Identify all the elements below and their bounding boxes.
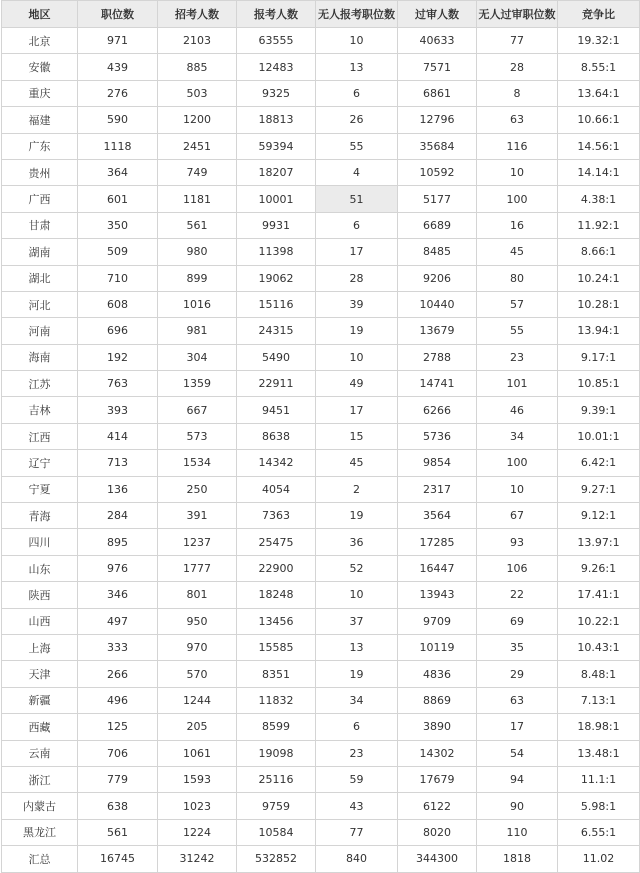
positions-cell: 136 <box>78 476 158 502</box>
positions-cell: 1118 <box>78 133 158 159</box>
no-approved-positions-cell: 77 <box>477 28 558 54</box>
table-row <box>2 582 640 608</box>
table-row <box>2 291 640 317</box>
no-approved-positions-cell: 93 <box>477 529 558 555</box>
no-approved-positions-cell: 46 <box>477 397 558 423</box>
region-cell: 新疆 <box>2 687 78 713</box>
no-applicant-positions-cell: 4 <box>316 159 398 185</box>
positions-cell: 509 <box>78 239 158 265</box>
approved-applicants-cell: 2788 <box>398 344 477 370</box>
table-row <box>2 740 640 766</box>
no-approved-positions-cell: 116 <box>477 133 558 159</box>
region-cell: 内蒙古 <box>2 793 78 819</box>
no-applicant-positions-cell: 6 <box>316 212 398 238</box>
positions-cell: 284 <box>78 503 158 529</box>
applicants-cell: 59394 <box>237 133 316 159</box>
table-row <box>2 397 640 423</box>
positions-cell: 346 <box>78 582 158 608</box>
recruits-cell: 2103 <box>158 28 237 54</box>
table-row <box>2 28 640 54</box>
table-row <box>2 714 640 740</box>
applicants-cell: 9931 <box>237 212 316 238</box>
table-row <box>2 687 640 713</box>
no-approved-positions-cell: 106 <box>477 555 558 581</box>
no-approved-positions-cell: 80 <box>477 265 558 291</box>
recruits-cell: 1244 <box>158 687 237 713</box>
region-cell: 浙江 <box>2 766 78 792</box>
no-approved-positions-cell: 28 <box>477 54 558 80</box>
region-cell: 海南 <box>2 344 78 370</box>
no-applicant-positions-cell: 15 <box>316 423 398 449</box>
no-approved-positions-cell: 110 <box>477 819 558 845</box>
recruits-cell: 1777 <box>158 555 237 581</box>
table-header-row <box>2 1 640 28</box>
positions-header: 职位数 <box>78 1 158 28</box>
no-approved-positions-cell: 100 <box>477 450 558 476</box>
applicants-cell: 24315 <box>237 318 316 344</box>
competition-ratio-cell: 10.01:1 <box>558 423 640 449</box>
competition-ratio-cell: 9.27:1 <box>558 476 640 502</box>
recruits-cell: 801 <box>158 582 237 608</box>
table-row <box>2 80 640 106</box>
applicants-cell: 11398 <box>237 239 316 265</box>
applicants-cell: 10001 <box>237 186 316 212</box>
recruits-cell: 573 <box>158 423 237 449</box>
positions-cell: 192 <box>78 344 158 370</box>
no-applicant-positions-cell: 10 <box>316 344 398 370</box>
applicants-cell: 9451 <box>237 397 316 423</box>
recruits-cell: 1200 <box>158 107 237 133</box>
approved-applicants-cell: 8020 <box>398 819 477 845</box>
region-cell: 吉林 <box>2 397 78 423</box>
region-cell: 山西 <box>2 608 78 634</box>
table-row <box>2 186 640 212</box>
positions-cell: 710 <box>78 265 158 291</box>
table-row <box>2 265 640 291</box>
competition-ratio-cell: 10.24:1 <box>558 265 640 291</box>
no-applicant-positions-cell: 19 <box>316 503 398 529</box>
applicants-cell: 13456 <box>237 608 316 634</box>
competition-ratio-cell: 17.41:1 <box>558 582 640 608</box>
no-applicant-positions-cell: 13 <box>316 54 398 80</box>
table-row <box>2 344 640 370</box>
no-applicant-positions-cell: 13 <box>316 634 398 660</box>
approved-applicants-cell: 6122 <box>398 793 477 819</box>
table-row <box>2 371 640 397</box>
positions-cell: 350 <box>78 212 158 238</box>
applicants-cell: 15116 <box>237 291 316 317</box>
table-row <box>2 634 640 660</box>
no-applicant-positions-cell: 2 <box>316 476 398 502</box>
table-row <box>2 529 640 555</box>
region-cell: 河南 <box>2 318 78 344</box>
positions-cell: 393 <box>78 397 158 423</box>
no-applicant-positions-cell: 43 <box>316 793 398 819</box>
no-applicant-positions-cell: 49 <box>316 371 398 397</box>
no-approved-positions-cell: 17 <box>477 714 558 740</box>
region-cell: 山东 <box>2 555 78 581</box>
competition-ratio-cell: 9.39:1 <box>558 397 640 423</box>
positions-cell: 497 <box>78 608 158 634</box>
table-row <box>2 107 640 133</box>
no-approved-positions-cell: 16 <box>477 212 558 238</box>
positions-cell: 696 <box>78 318 158 344</box>
region-cell: 甘肃 <box>2 212 78 238</box>
no-approved-positions-cell: 45 <box>477 239 558 265</box>
no-approved-positions-cell: 23 <box>477 344 558 370</box>
no-applicant-positions-cell: 23 <box>316 740 398 766</box>
positions-cell: 561 <box>78 819 158 845</box>
no-applicant-positions-cell: 37 <box>316 608 398 634</box>
competition-ratio-cell: 6.42:1 <box>558 450 640 476</box>
recruits-cell: 31242 <box>158 846 237 872</box>
no-approved-positions-cell: 101 <box>477 371 558 397</box>
approved-applicants-cell: 9854 <box>398 450 477 476</box>
no-approved-positions-cell: 10 <box>477 476 558 502</box>
table-row <box>2 239 640 265</box>
total-row <box>2 846 640 872</box>
applicants-cell: 25475 <box>237 529 316 555</box>
recruits-cell: 570 <box>158 661 237 687</box>
positions-cell: 125 <box>78 714 158 740</box>
no-applicant-positions-cell: 51 <box>316 186 398 212</box>
approved-applicants-cell: 8485 <box>398 239 477 265</box>
no-applicant-positions-cell: 59 <box>316 766 398 792</box>
approved-applicants-cell: 7571 <box>398 54 477 80</box>
no-applicant-positions-cell: 52 <box>316 555 398 581</box>
applicants-header: 报考人数 <box>237 1 316 28</box>
region-cell: 汇总 <box>2 846 78 872</box>
no-applicant-positions-cell: 36 <box>316 529 398 555</box>
region-cell: 四川 <box>2 529 78 555</box>
no-applicant-positions-cell: 28 <box>316 265 398 291</box>
applicants-cell: 22911 <box>237 371 316 397</box>
table-row <box>2 133 640 159</box>
recruits-cell: 667 <box>158 397 237 423</box>
no-approved-positions-cell: 8 <box>477 80 558 106</box>
recruits-cell: 749 <box>158 159 237 185</box>
positions-cell: 706 <box>78 740 158 766</box>
region-cell: 上海 <box>2 634 78 660</box>
region-cell: 福建 <box>2 107 78 133</box>
competition-ratio-cell: 10.22:1 <box>558 608 640 634</box>
competition-ratio-cell: 10.43:1 <box>558 634 640 660</box>
competition-ratio-cell: 11.1:1 <box>558 766 640 792</box>
competition-ratio-cell: 9.12:1 <box>558 503 640 529</box>
table-row <box>2 819 640 845</box>
recruits-cell: 981 <box>158 318 237 344</box>
competition-ratio-cell: 4.38:1 <box>558 186 640 212</box>
recruits-cell: 304 <box>158 344 237 370</box>
region-cell: 江苏 <box>2 371 78 397</box>
table-row <box>2 555 640 581</box>
positions-cell: 713 <box>78 450 158 476</box>
applicants-cell: 8638 <box>237 423 316 449</box>
no-approved-positions-cell: 22 <box>477 582 558 608</box>
no-applicant-positions-cell: 6 <box>316 80 398 106</box>
competition-ratio-cell: 10.66:1 <box>558 107 640 133</box>
region-cell: 宁夏 <box>2 476 78 502</box>
region-cell: 河北 <box>2 291 78 317</box>
no-approved-positions-cell: 55 <box>477 318 558 344</box>
table-row <box>2 766 640 792</box>
applicants-cell: 18813 <box>237 107 316 133</box>
positions-cell: 266 <box>78 661 158 687</box>
competition-ratio-cell: 8.55:1 <box>558 54 640 80</box>
no-applicant-positions-cell: 17 <box>316 397 398 423</box>
competition-ratio-cell: 10.85:1 <box>558 371 640 397</box>
competition-ratio-cell: 13.94:1 <box>558 318 640 344</box>
no-approved-positions-cell: 35 <box>477 634 558 660</box>
table-row <box>2 476 640 502</box>
table-row <box>2 503 640 529</box>
competition-ratio-cell: 11.92:1 <box>558 212 640 238</box>
positions-cell: 638 <box>78 793 158 819</box>
no-approved-positions-cell: 1818 <box>477 846 558 872</box>
approved-applicants-header: 过审人数 <box>398 1 477 28</box>
table-row <box>2 608 640 634</box>
recruits-cell: 1061 <box>158 740 237 766</box>
applicants-cell: 8599 <box>237 714 316 740</box>
applicants-cell: 18248 <box>237 582 316 608</box>
applicants-cell: 22900 <box>237 555 316 581</box>
region-cell: 青海 <box>2 503 78 529</box>
recruits-cell: 561 <box>158 212 237 238</box>
no-approved-positions-cell: 34 <box>477 423 558 449</box>
no-applicant-positions-cell: 840 <box>316 846 398 872</box>
region-cell: 贵州 <box>2 159 78 185</box>
approved-applicants-cell: 3564 <box>398 503 477 529</box>
competition-ratio-cell: 13.48:1 <box>558 740 640 766</box>
applicants-cell: 63555 <box>237 28 316 54</box>
recruits-cell: 1534 <box>158 450 237 476</box>
competition-ratio-cell: 9.26:1 <box>558 555 640 581</box>
approved-applicants-cell: 10440 <box>398 291 477 317</box>
positions-cell: 439 <box>78 54 158 80</box>
region-cell: 安徽 <box>2 54 78 80</box>
approved-applicants-cell: 14302 <box>398 740 477 766</box>
recruits-cell: 1023 <box>158 793 237 819</box>
approved-applicants-cell: 10119 <box>398 634 477 660</box>
competition-ratio-cell: 6.55:1 <box>558 819 640 845</box>
recruits-cell: 205 <box>158 714 237 740</box>
positions-cell: 779 <box>78 766 158 792</box>
competition-ratio-cell: 7.13:1 <box>558 687 640 713</box>
recruits-cell: 250 <box>158 476 237 502</box>
region-cell: 西藏 <box>2 714 78 740</box>
exam-statistics-table <box>1 0 640 873</box>
positions-cell: 414 <box>78 423 158 449</box>
approved-applicants-cell: 3890 <box>398 714 477 740</box>
applicants-cell: 14342 <box>237 450 316 476</box>
recruits-cell: 1237 <box>158 529 237 555</box>
approved-applicants-cell: 16447 <box>398 555 477 581</box>
positions-cell: 895 <box>78 529 158 555</box>
recruits-cell: 1593 <box>158 766 237 792</box>
approved-applicants-cell: 8869 <box>398 687 477 713</box>
no-applicant-positions-header: 无人报考职位数 <box>316 1 398 28</box>
approved-applicants-cell: 40633 <box>398 28 477 54</box>
recruits-cell: 1359 <box>158 371 237 397</box>
table-row <box>2 661 640 687</box>
applicants-cell: 12483 <box>237 54 316 80</box>
region-cell: 江西 <box>2 423 78 449</box>
no-applicant-positions-cell: 17 <box>316 239 398 265</box>
positions-cell: 971 <box>78 28 158 54</box>
approved-applicants-cell: 6861 <box>398 80 477 106</box>
competition-ratio-cell: 13.97:1 <box>558 529 640 555</box>
region-cell: 重庆 <box>2 80 78 106</box>
applicants-cell: 5490 <box>237 344 316 370</box>
table-row <box>2 423 640 449</box>
recruits-cell: 2451 <box>158 133 237 159</box>
approved-applicants-cell: 9709 <box>398 608 477 634</box>
table-body <box>2 28 640 873</box>
no-applicant-positions-cell: 10 <box>316 582 398 608</box>
approved-applicants-cell: 13943 <box>398 582 477 608</box>
region-cell: 广西 <box>2 186 78 212</box>
recruits-cell: 970 <box>158 634 237 660</box>
no-applicant-positions-cell: 34 <box>316 687 398 713</box>
applicants-cell: 11832 <box>237 687 316 713</box>
applicants-cell: 4054 <box>237 476 316 502</box>
recruits-cell: 980 <box>158 239 237 265</box>
positions-cell: 496 <box>78 687 158 713</box>
competition-ratio-cell: 10.28:1 <box>558 291 640 317</box>
recruits-cell: 885 <box>158 54 237 80</box>
no-applicant-positions-cell: 19 <box>316 318 398 344</box>
approved-applicants-cell: 6266 <box>398 397 477 423</box>
region-cell: 湖南 <box>2 239 78 265</box>
competition-ratio-cell: 5.98:1 <box>558 793 640 819</box>
positions-cell: 16745 <box>78 846 158 872</box>
approved-applicants-cell: 2317 <box>398 476 477 502</box>
positions-cell: 608 <box>78 291 158 317</box>
competition-ratio-cell: 11.02 <box>558 846 640 872</box>
table-row <box>2 318 640 344</box>
recruits-cell: 1016 <box>158 291 237 317</box>
no-applicant-positions-cell: 39 <box>316 291 398 317</box>
no-approved-positions-cell: 100 <box>477 186 558 212</box>
no-approved-positions-cell: 67 <box>477 503 558 529</box>
approved-applicants-cell: 12796 <box>398 107 477 133</box>
table-row <box>2 54 640 80</box>
recruits-cell: 899 <box>158 265 237 291</box>
region-header: 地区 <box>2 1 78 28</box>
no-applicant-positions-cell: 6 <box>316 714 398 740</box>
applicants-cell: 7363 <box>237 503 316 529</box>
applicants-cell: 532852 <box>237 846 316 872</box>
recruits-cell: 950 <box>158 608 237 634</box>
approved-applicants-cell: 10592 <box>398 159 477 185</box>
table-row <box>2 793 640 819</box>
competition-ratio-cell: 19.32:1 <box>558 28 640 54</box>
no-approved-positions-cell: 29 <box>477 661 558 687</box>
approved-applicants-cell: 5177 <box>398 186 477 212</box>
applicants-cell: 9759 <box>237 793 316 819</box>
approved-applicants-cell: 4836 <box>398 661 477 687</box>
positions-cell: 601 <box>78 186 158 212</box>
recruits-cell: 1224 <box>158 819 237 845</box>
no-applicant-positions-cell: 26 <box>316 107 398 133</box>
competition-ratio-header: 竞争比 <box>558 1 640 28</box>
approved-applicants-cell: 14741 <box>398 371 477 397</box>
no-approved-positions-cell: 10 <box>477 159 558 185</box>
approved-applicants-cell: 344300 <box>398 846 477 872</box>
competition-ratio-cell: 18.98:1 <box>558 714 640 740</box>
no-approved-positions-header: 无人过审职位数 <box>477 1 558 28</box>
approved-applicants-cell: 13679 <box>398 318 477 344</box>
applicants-cell: 18207 <box>237 159 316 185</box>
no-approved-positions-cell: 90 <box>477 793 558 819</box>
applicants-cell: 8351 <box>237 661 316 687</box>
applicants-cell: 15585 <box>237 634 316 660</box>
applicants-cell: 19062 <box>237 265 316 291</box>
positions-cell: 976 <box>78 555 158 581</box>
approved-applicants-cell: 17285 <box>398 529 477 555</box>
region-cell: 黑龙江 <box>2 819 78 845</box>
competition-ratio-cell: 14.56:1 <box>558 133 640 159</box>
competition-ratio-cell: 13.64:1 <box>558 80 640 106</box>
positions-cell: 333 <box>78 634 158 660</box>
recruits-header: 招考人数 <box>158 1 237 28</box>
competition-ratio-cell: 14.14:1 <box>558 159 640 185</box>
recruits-cell: 1181 <box>158 186 237 212</box>
positions-cell: 276 <box>78 80 158 106</box>
no-approved-positions-cell: 63 <box>477 107 558 133</box>
recruits-cell: 503 <box>158 80 237 106</box>
applicants-cell: 25116 <box>237 766 316 792</box>
no-applicant-positions-cell: 10 <box>316 28 398 54</box>
positions-cell: 763 <box>78 371 158 397</box>
region-cell: 云南 <box>2 740 78 766</box>
approved-applicants-cell: 9206 <box>398 265 477 291</box>
table-row <box>2 450 640 476</box>
applicants-cell: 9325 <box>237 80 316 106</box>
table-row <box>2 159 640 185</box>
recruits-cell: 391 <box>158 503 237 529</box>
no-applicant-positions-cell: 19 <box>316 661 398 687</box>
positions-cell: 364 <box>78 159 158 185</box>
approved-applicants-cell: 6689 <box>398 212 477 238</box>
no-applicant-positions-cell: 55 <box>316 133 398 159</box>
approved-applicants-cell: 5736 <box>398 423 477 449</box>
no-applicant-positions-cell: 77 <box>316 819 398 845</box>
competition-ratio-cell: 8.66:1 <box>558 239 640 265</box>
region-cell: 陕西 <box>2 582 78 608</box>
table-row <box>2 212 640 238</box>
approved-applicants-cell: 17679 <box>398 766 477 792</box>
competition-ratio-cell: 9.17:1 <box>558 344 640 370</box>
positions-cell: 590 <box>78 107 158 133</box>
region-cell: 北京 <box>2 28 78 54</box>
region-cell: 广东 <box>2 133 78 159</box>
no-approved-positions-cell: 69 <box>477 608 558 634</box>
region-cell: 湖北 <box>2 265 78 291</box>
region-cell: 辽宁 <box>2 450 78 476</box>
no-applicant-positions-cell: 45 <box>316 450 398 476</box>
competition-ratio-cell: 8.48:1 <box>558 661 640 687</box>
no-approved-positions-cell: 63 <box>477 687 558 713</box>
no-approved-positions-cell: 94 <box>477 766 558 792</box>
applicants-cell: 19098 <box>237 740 316 766</box>
no-approved-positions-cell: 57 <box>477 291 558 317</box>
no-approved-positions-cell: 54 <box>477 740 558 766</box>
approved-applicants-cell: 35684 <box>398 133 477 159</box>
applicants-cell: 10584 <box>237 819 316 845</box>
region-cell: 天津 <box>2 661 78 687</box>
